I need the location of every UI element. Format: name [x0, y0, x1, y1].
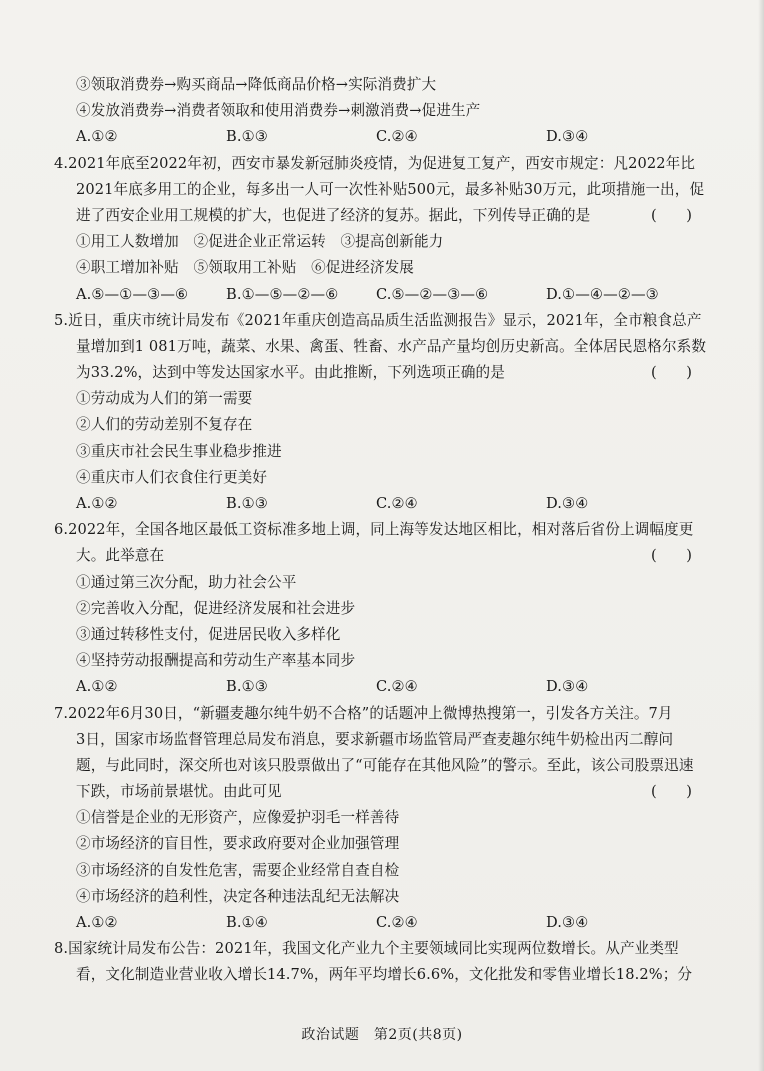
q6-choice-b: B.①③	[226, 678, 268, 696]
q7-item-1: ①信誉是企业的无形资产，应像爱护羽毛一样善待	[76, 809, 400, 827]
q6-line-1: 6.2022年，全国各地区最低工资标准多地上调，同上海等发达地区相比，相对落后省份上调幅度更	[54, 521, 694, 539]
q8-line-1: 8.国家统计局发布公告：2021年，我国文化产业九个主要领域同比实现两位数增长。从产业类型	[54, 940, 679, 958]
q3-option-3: ③领取消费券→购买商品→降低商品价格→实际消费扩大	[76, 76, 437, 93]
q7-choice-b: B.①④	[226, 914, 268, 931]
q5-choices	[54, 491, 714, 517]
q6-choice-d: D.③④	[546, 678, 589, 696]
q4-line-2: 2021年底多用工的企业，每多出一人可一次性补贴500元，最多补贴30万元，此项措施一出，促	[76, 180, 705, 198]
q4-choices	[54, 282, 714, 308]
scan-edge-shadow	[758, 0, 764, 1071]
q7-choice-d: D.③④	[546, 914, 589, 931]
q5-item-3: ③重庆市社会民生事业稳步推进	[76, 442, 282, 460]
q5-choice-b: B.①③	[226, 495, 268, 512]
question-body	[54, 72, 714, 989]
q4-line-3	[54, 203, 714, 229]
q5-answer-bracket: ( )	[651, 364, 692, 382]
q4-answer-bracket: ( )	[651, 206, 692, 224]
q4-item-2: ④职工增加补贴 ⑤领取用工补贴 ⑥促进经济发展	[76, 259, 414, 277]
q3-choice-d: D.③④	[546, 128, 589, 146]
q7-line-3: 题，与此同时，深交所也对该只股票做出了“可能存在其他风险”的警示。至此，该公司股票迅速	[76, 756, 694, 774]
q6-item-1: ①通过第三次分配，助力社会公平	[76, 573, 297, 591]
q5-line-1: 5.近日，重庆市统计局发布《2021年重庆创造高品质生活监测报告》显示，2021年，全市粮食总产	[54, 311, 702, 329]
q4-item-1: ①用工人数增加 ②促进企业正常运转 ③提高创新能力	[76, 233, 444, 251]
q6-item-2: ②完善收入分配，促进经济发展和社会进步	[76, 599, 356, 617]
q7-line-1: 7.2022年6月30日，“新疆麦趣尔纯牛奶不合格”的话题冲上微博热搜第一，引发各方关注。7月	[54, 704, 673, 722]
q3-choices	[54, 124, 714, 150]
q7-line-4-text: 下跌，市场前景堪忧。由此可见	[76, 783, 282, 801]
q3-choice-b: B.①③	[226, 128, 268, 146]
q4-choice-d: D.①—④—②—③	[546, 285, 659, 303]
q5-choice-c: C.②④	[376, 495, 418, 512]
q3-choice-a: A.①②	[76, 128, 118, 146]
q7-answer-bracket: ( )	[651, 783, 692, 801]
q6-answer-bracket: ( )	[651, 547, 692, 565]
q7-item-4: ④市场经济的趋利性，决定各种违法乱纪无法解决	[76, 887, 400, 905]
q7-choice-c: C.②④	[376, 914, 418, 931]
page-footer: 政治试题 第2页(共8页)	[301, 1027, 463, 1043]
q3-option-4: ④发放消费券→消费者领取和使用消费券→刺激消费→促进生产	[76, 102, 481, 120]
q6-choices	[54, 674, 714, 700]
q7-item-3: ③市场经济的自发性危害，需要企业经常自查自检	[76, 861, 400, 879]
q6-choice-c: C.②④	[376, 678, 418, 696]
q3-choice-c: C.②④	[376, 128, 418, 146]
q5-line-3-text: 为33.2%，达到中等发达国家水平。由此推断，下列选项正确的是	[76, 364, 505, 382]
q4-choice-c: C.⑤—②—③—⑥	[376, 285, 489, 303]
q6-item-3: ③通过转移性支付，促进居民收入多样化	[76, 625, 341, 643]
q4-choice-a: A.⑤—①—③—⑥	[76, 285, 189, 303]
q5-line-2: 量增加到1 081万吨，蔬菜、水果、禽蛋、牲畜、水产品产量均创历史新高。全体居民恩格尔系数	[76, 337, 707, 355]
q6-line-2-text: 大。此举意在	[76, 547, 165, 565]
q5-choice-a: A.①②	[76, 495, 118, 512]
q5-item-2: ②人们的劳动差别不复存在	[76, 416, 253, 434]
q6-choice-a: A.①②	[76, 678, 118, 696]
q4-line-3-text: 进了西安企业用工规模的扩大，也促进了经济的复苏。据此，下列传导正确的是	[76, 206, 591, 224]
q5-item-4: ④重庆市人们衣食住行更美好	[76, 468, 268, 486]
q7-item-2: ②市场经济的盲目性，要求政府要对企业加强管理	[76, 835, 400, 853]
q7-choices	[54, 910, 714, 936]
q5-choice-d: D.③④	[546, 495, 589, 512]
q6-line-2	[54, 543, 714, 569]
q8-line-2: 看，文化制造业营业收入增长14.7%，两年平均增长6.6%，文化批发和零售业增长18.2%；分	[76, 966, 693, 984]
q6-item-4: ④坚持劳动报酬提高和劳动生产率基本同步	[76, 652, 356, 670]
q7-line-2: 3日，国家市场监督管理总局发布消息，要求新疆市场监管局严查麦趣尔纯牛奶检出丙二醇问	[76, 730, 674, 748]
q4-choice-b: B.①—⑤—②—⑥	[226, 285, 339, 303]
q7-choice-a: A.①②	[76, 914, 118, 931]
q5-line-3	[54, 360, 714, 386]
q4-line-1: 4.2021年底至2022年初，西安市暴发新冠肺炎疫情，为促进复工复产，西安市规定：凡2022年比	[54, 154, 696, 172]
q7-line-4	[54, 779, 714, 805]
q5-item-1: ①劳动成为人们的第一需要	[76, 390, 253, 408]
